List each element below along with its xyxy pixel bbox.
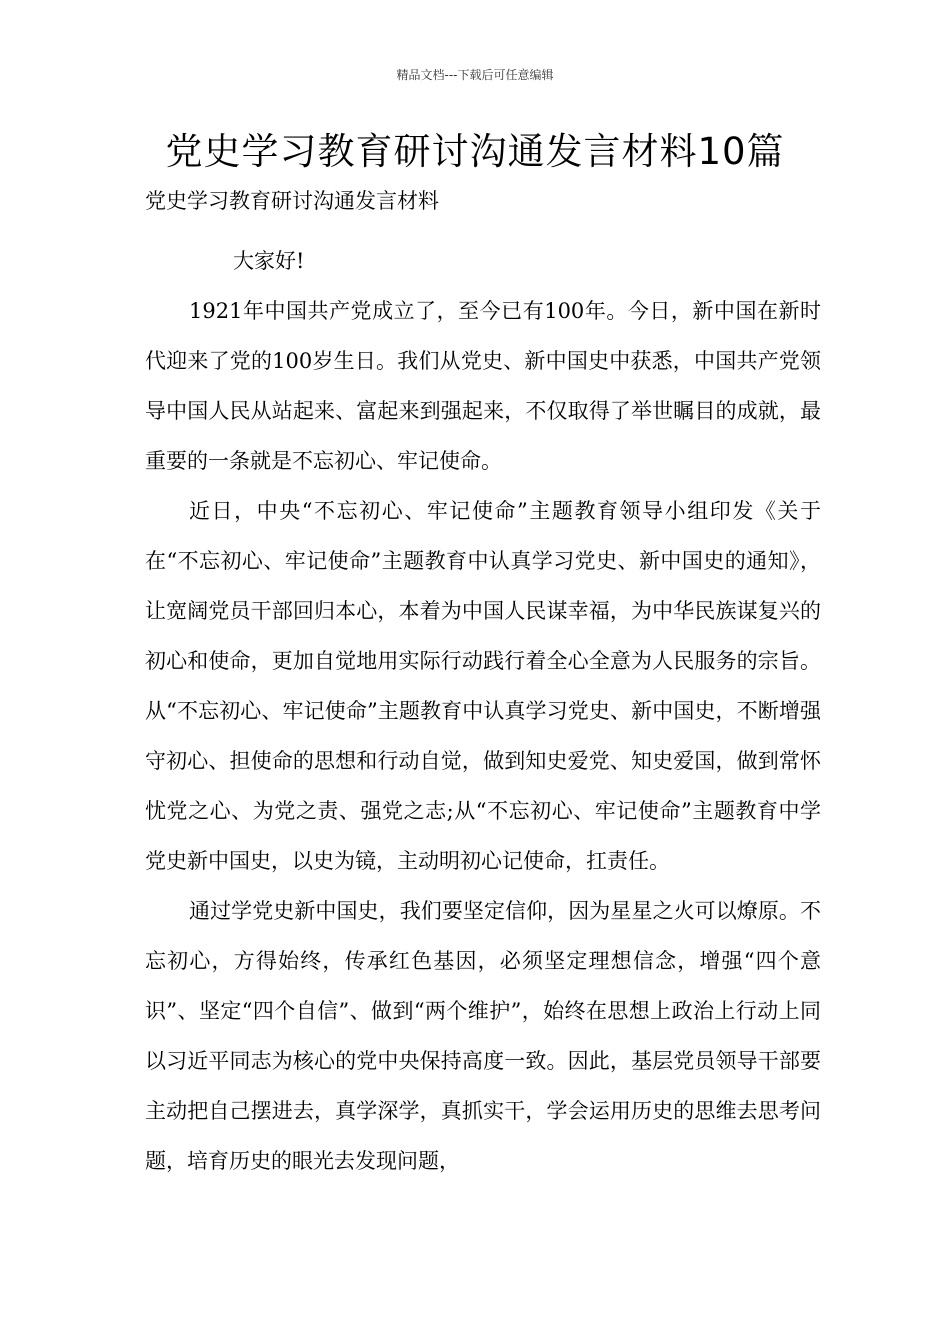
document-title: 党史学习教育研讨沟通发言材料10篇 (165, 130, 785, 173)
paragraph-2: 近日，中央“不忘初心、牢记使命”主题教育领导小组印发《关于在“不忘初心、牢记使命”主题教育中认真学习党史、新中国史的通知》，让宽阔党员干部回归本心，本着为中国人民谋幸福，为中华民族谋复兴的初心和使命，更加自觉地用实际行动践行着全心全意为人民服务的宗旨。从“不忘初心、牢记使命”主题教育中认真学习党史、新中国史，不断增强守初心、担使命的思想和行动自觉，做到知史爱党、知史爱国，做到常怀忧党之心、为党之责、强党之志;从“不忘初心、牢记使命”主题教育中学党史新中国史，以史为镜，主动明初心记使命，扛责任。 (145, 499, 821, 873)
document-subtitle: 党史学习教育研讨沟通发言材料 (145, 189, 439, 213)
body-text (145, 236, 821, 1186)
header-note: 精品文档---下载后可任意编辑 (396, 68, 554, 82)
greeting: 大家好! (233, 249, 305, 273)
paragraph-1: 1921年中国共产党成立了，至今已有100年。今日，新中国在新时代迎来了党的100岁生日。我们从党史、新中国史中获悉，中国共产党领导中国人民从站起来、富起来到强起来，不仅取得了举世瞩目的成就，最重要的一条就是不忘初心、牢记使命。 (145, 299, 821, 473)
paragraph-3: 通过学党史新中国史，我们要坚定信仰，因为星星之火可以燎原。不忘初心，方得始终，传承红色基因，必须坚定理想信念，增强“四个意识”、坚定“四个自信”、做到“两个维护”，始终在思想上政治上行动上同以习近平同志为核心的党中央保持高度一致。因此，基层党员领导干部要主动把自己摆进去，真学深学，真抓实干，学会运用历史的思维去思考问题，培育历史的眼光去发现问题， (145, 899, 821, 1173)
